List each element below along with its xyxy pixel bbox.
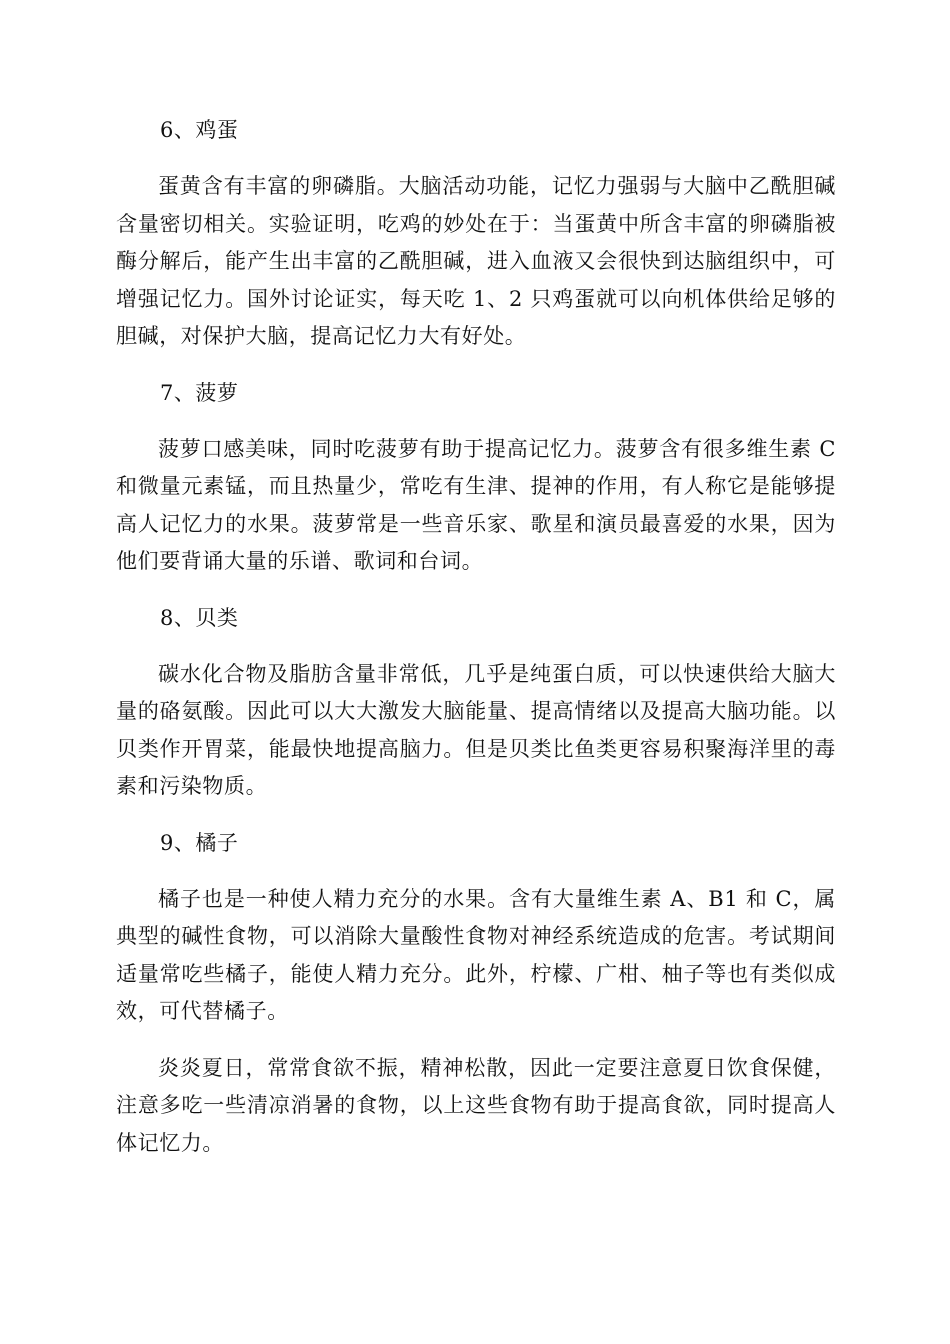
section-body-shellfish: 碳水化合物及脂肪含量非常低，几乎是纯蛋白质，可以快速供给大脑大量的硌氨酸。因此可以大大激发大脑能量、提高情绪以及提高大脑功能。以贝类作开胃菜，能最快地提高脑力。但是贝类比鱼类更容易积聚海洋里的毒素和污染物质。 bbox=[116, 661, 836, 798]
section-heading-shellfish: 8、贝类 bbox=[160, 605, 239, 630]
section-heading-orange: 9、橘子 bbox=[160, 830, 239, 855]
section-heading-pineapple: 7、菠萝 bbox=[160, 380, 239, 405]
section-body-orange: 橘子也是一种使人精力充分的水果。含有大量维生素 A、B1 和 C，属典型的碱性食物，可以消除大量酸性食物对神经系统造成的危害。考试期间适量常吃些橘子，能使人精力充分。此外，柠檬、广柑、柚子等也有类似成效，可代替橘子。 bbox=[116, 886, 836, 1023]
section-body-pineapple: 菠萝口感美味，同时吃菠萝有助于提高记忆力。菠萝含有很多维生素 C 和微量元素锰，而且热量少，常吃有生津、提神的作用，有人称它是能够提高人记忆力的水果。菠萝常是一些音乐家、歌星和演员最喜爱的水果，因为他们要背诵大量的乐谱、歌词和台词。 bbox=[116, 436, 836, 573]
section-body-eggs: 蛋黄含有丰富的卵磷脂。大脑活动功能，记忆力强弱与大脑中乙酰胆碱含量密切相关。实验证明，吃鸡的妙处在于：当蛋黄中所含丰富的卵磷脂被酶分解后，能产生出丰富的乙酰胆碱，进入血液又会很快到达脑组织中，可增强记忆力。国外讨论证实，每天吃 1、2 只鸡蛋就可以向机体供给足够的胆碱，对保护大脑，提高记忆力大有好处。 bbox=[116, 174, 836, 348]
document-page bbox=[116, 112, 836, 1181]
section-heading-eggs: 6、鸡蛋 bbox=[160, 118, 239, 142]
closing-paragraph: 炎炎夏日，常常食欲不振，精神松散，因此一定要注意夏日饮食保健，注意多吃一些清凉消暑的食物，以上这些食物有助于提高食欲，同时提高人体记忆力。 bbox=[116, 1055, 836, 1155]
